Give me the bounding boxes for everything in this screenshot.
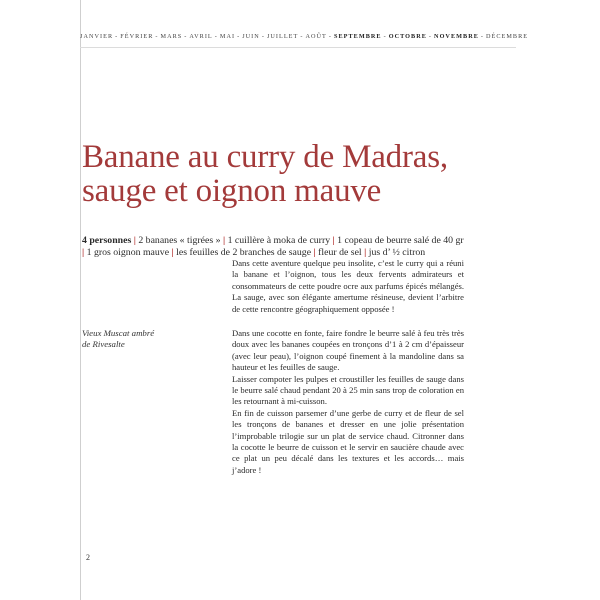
recipe-intro: Dans cette aventure quelque peu insolite, c’est le curry qui a réuni la banane et l’oignon, tous les deux fervents admirateurs et consommateurs de cette poudre ocre aux parfums épicés mélangés. La sauge, avec son élégante amertume résineuse, devient l’arbitre de cette rencontre géographiquement opposée !: [232, 258, 464, 314]
recipe-title: [82, 140, 552, 208]
ingredient-item: jus d’ ½ citron: [368, 246, 426, 258]
recipe-title-line1: Banane au curry de Madras,: [82, 139, 448, 175]
month-item: AVRIL: [189, 33, 213, 40]
ingredient-separator: |: [82, 246, 87, 258]
method-step: Dans une cocotte en fonte, faire fondre le beurre salé à feu très très doux avec les bananes coupées en tronçons d’1 à 2 cm d’épaisseur (avec leur peau), l’oignon coupé finement à la mandoline dans sa hauteur et les feuilles de sauge.: [232, 328, 464, 373]
month-item: SEPTEMBRE: [333, 33, 382, 40]
month-separator: -: [328, 33, 332, 40]
recipe-title-line2: sauge et oignon mauve: [82, 173, 382, 209]
month-separator: -: [184, 33, 188, 40]
wine-pairing: [82, 328, 222, 350]
servings: 4 personnes: [82, 235, 132, 246]
wine-line2: de Rivesalte: [82, 339, 125, 350]
ingredient-item: fleur de sel: [318, 246, 362, 258]
page-number: 2: [86, 553, 90, 562]
month-item: NOVEMBRE: [434, 33, 479, 40]
method-step: En fin de cuisson parsemer d’une gerbe de curry et de fleur de sel les tronçons de bananes et dresser en une jolie présentation l’improbable trilogie sur un plat de service chaud. Citronner dans la cocotte le beurre de cuisson et le servir en saucière chaude avec ce plat un peu décalé dans les textures et les accords… mais j’adore !: [232, 407, 464, 475]
ingredient-separator: |: [220, 235, 228, 246]
month-separator: -: [300, 33, 304, 40]
month-separator: -: [428, 33, 433, 40]
ingredient-separator: |: [133, 235, 139, 246]
header-rule: [80, 47, 516, 48]
month-item: OCTOBRE: [388, 33, 427, 40]
month-item: JUILLET: [266, 33, 299, 40]
month-item: MARS: [160, 33, 183, 40]
month-item: AOÛT: [305, 33, 327, 40]
ingredient-separator: |: [330, 235, 338, 246]
month-separator: -: [237, 33, 241, 40]
month-separator: -: [383, 33, 387, 40]
ingredient-item: 1 cuillère à moka de curry: [227, 235, 331, 246]
month-separator: -: [115, 33, 119, 40]
month-navigation: [80, 33, 560, 40]
ingredient-item: 1 copeau de beurre salé de 40 gr: [337, 235, 464, 246]
month-separator: -: [261, 33, 265, 40]
month-item: MAI: [219, 33, 236, 40]
month-item: JANVIER: [80, 33, 114, 40]
method-step: Laisser compoter les pulpes et croustiller les feuilles de sauge dans le beurre salé chaud pendant 20 à 25 min sans trop de coloration en les retournant à mi-cuisson.: [232, 373, 464, 407]
ingredient-item: les feuilles de 2 branches de sauge: [176, 246, 312, 258]
month-item: DÉCEMBRE: [486, 33, 529, 40]
month-separator: -: [480, 33, 485, 40]
page-margin-line: [80, 0, 81, 600]
ingredient-separator: |: [311, 246, 319, 258]
ingredient-item: 2 bananes « tigrées »: [138, 235, 221, 246]
ingredient-item: 1 gros oignon mauve: [86, 246, 170, 258]
ingredient-separator: |: [361, 246, 369, 258]
month-separator: -: [214, 33, 218, 40]
ingredient-list: [82, 235, 464, 258]
month-separator: -: [155, 33, 159, 40]
month-item: FÉVRIER: [120, 33, 154, 40]
wine-line1: Vieux Muscat ambré: [82, 328, 155, 338]
month-item: JUIN: [242, 33, 260, 40]
ingredient-separator: |: [169, 246, 177, 258]
recipe-method: [232, 328, 464, 476]
